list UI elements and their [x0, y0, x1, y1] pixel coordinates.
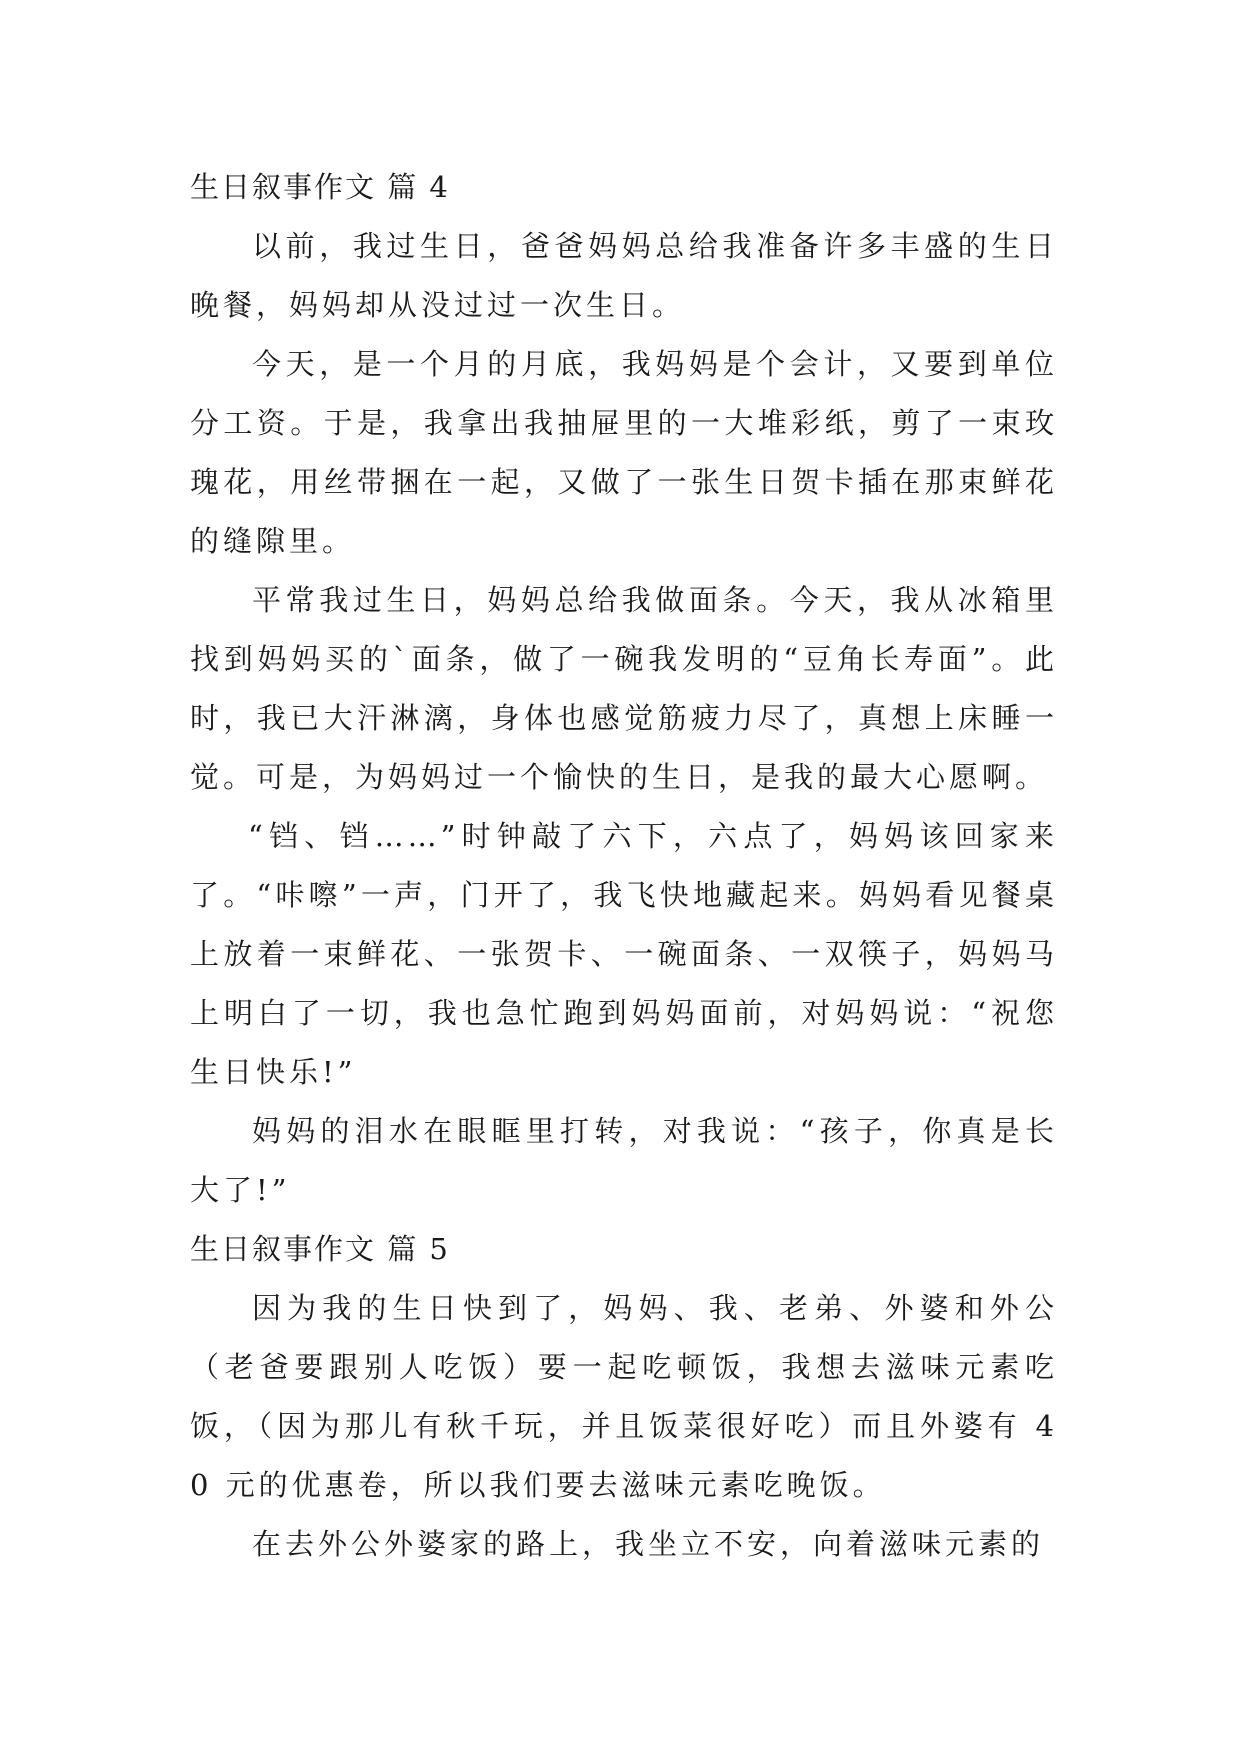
paragraph: 以前，我过生日，爸爸妈妈总给我准备许多丰盛的生日晚餐，妈妈却从没过过一次生日。 — [190, 229, 1058, 322]
paragraph: 妈妈的泪水在眼眶里打转，对我说：“孩子，你真是长大了!” — [190, 1114, 1058, 1207]
section-heading-4: 生日叙事作文 篇 4 — [190, 170, 450, 204]
section-heading-5: 生日叙事作文 篇 5 — [190, 1232, 450, 1266]
paragraph: 平常我过生日，妈妈总给我做面条。今天，我从冰箱里找到妈妈买的`面条，做了一碗我发明的“豆角长寿面”。此时，我已大汗淋漓，身体也感觉筋疲力尽了，真想上床睡一觉。可是，为妈妈过一个愉快的生日，是我的最大心愿啊。 — [190, 583, 1058, 794]
text-column — [190, 158, 1058, 1574]
paragraph: 因为我的生日快到了，妈妈、我、老弟、外婆和外公（老爸要跟别人吃饭）要一起吃顿饭，我想去滋味元素吃饭，（因为那儿有秋千玩，并且饭菜很好吃）而且外婆有 40 元的优惠卷，所以我们要去滋味元素吃晚饭。 — [190, 1291, 1058, 1502]
paragraph: “铛、铛……”时钟敲了六下，六点了，妈妈该回家来了。“咔嚓”一声，门开了，我飞快地藏起来。妈妈看见餐桌上放着一束鲜花、一张贺卡、一碗面条、一双筷子，妈妈马上明白了一切，我也急忙跑到妈妈面前，对妈妈说：“祝您生日快乐!” — [190, 819, 1058, 1089]
paragraph: 今天，是一个月的月底，我妈妈是个会计，又要到单位分工资。于是，我拿出我抽屉里的一大堆彩纸，剪了一束玫瑰花，用丝带捆在一起，又做了一张生日贺卡插在那束鲜花的缝隙里。 — [190, 347, 1058, 558]
paragraph: 在去外公外婆家的路上，我坐立不安，向着滋味元素的 — [252, 1527, 1045, 1561]
